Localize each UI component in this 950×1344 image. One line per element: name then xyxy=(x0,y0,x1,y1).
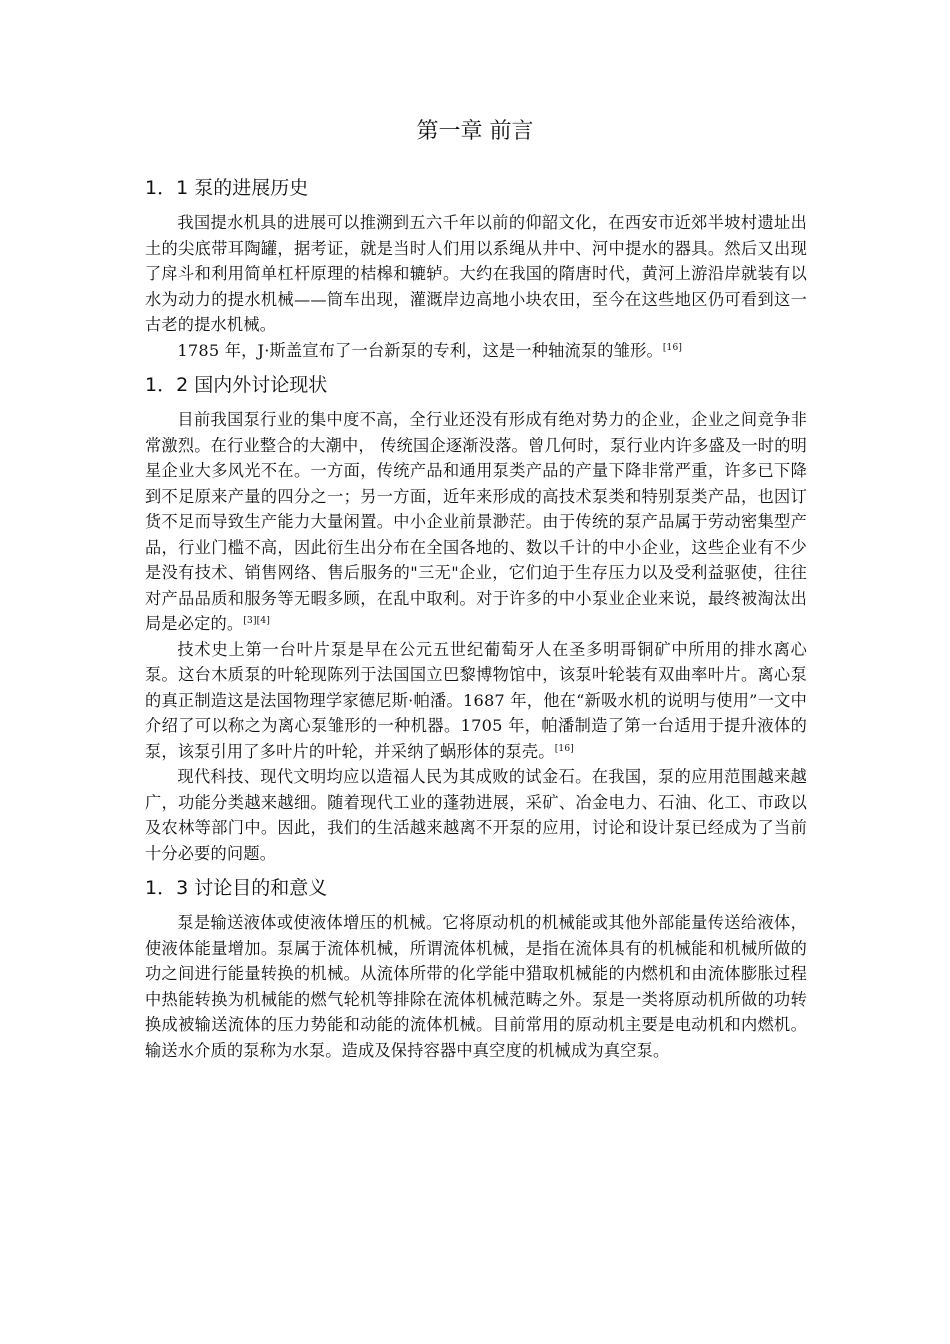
paragraph-text: 1785 年，J·斯盖宣布了一台新泵的专利，这是一种轴流泵的雏形。 xyxy=(177,340,663,360)
paragraph-text: 技术史上第一台叶片泵是早在公元五世纪葡萄牙人在圣多明哥铜矿中所用的排水离心泵。这台木质泵的叶轮现陈列于法国国立巴黎博物馆中，该泵叶轮装有双曲率叶片。离心泵的真正制造这是法国物理学家德尼斯·帕潘。1687 年，他在“新吸水机的说明与使用”一文中介绍了可以称之为离心泵雏形的一种机器。1705 年，帕潘制造了第一台适用于提升液体的泵，该泵引用了多叶片的叶轮，并采纳了蜗形体的泵壳。 xyxy=(145,639,807,761)
citation: [3][4] xyxy=(243,616,271,626)
section-heading: 1．1 泵的进展历史 xyxy=(145,177,309,199)
paragraph xyxy=(145,210,807,338)
paragraph-text: 我国提水机具的进展可以推溯到五六千年以前的仰韶文化，在西安市近郊半坡村遗址出土的尖底带耳陶罐，据考证，就是当时人们用以系绳从井中、河中提水的器具。然后又出现了戽斗和利用简单杠杆原理的桔槔和辘轳。大约在我国的隋唐时代，黄河上游沿岸就装有以水为动力的提水机械——筒车出现，灌溉岸边高地小块农田，至今在这些地区仍可看到这一古老的提水机械。 xyxy=(145,213,807,334)
paragraph xyxy=(145,910,807,1063)
chapter-title: 第一章 前言 xyxy=(416,119,534,144)
paragraph xyxy=(145,764,807,866)
citation: [16] xyxy=(662,342,683,353)
section-heading: 1．2 国内外讨论现状 xyxy=(145,374,328,396)
paragraph xyxy=(145,637,807,765)
paragraph-text: 目前我国泵行业的集中度不高，全行业还没有形成有绝对势力的企业，企业之间竞争非常激烈。在行业整合的大潮中， 传统国企逐渐没落。曾几何时，泵行业内许多盛及一时的明星企业大多风光不在。一方面，传统产品和通用泵类产品的产量下降非常严重，许多已下降到不足原来产量的四分之一；另一方面，近年来形成的高技术泵类和特别泵类产品，也因订货不足而导致生产能力大量闲置。中小企业前景渺茫。由于传统的泵产品属于劳动密集型产品，行业门槛不高，因此衍生出分布在全国各地的、数以千计的中小企业，这些企业有不少是没有技术、销售网络、售后服务的"三无"企业，它们迫于生存压力以及受利益驱使，往往对产品品质和服务等无暇多顾，在乱中取利。对于许多的中小泵业企业来说，最终被淘汰出局是必定的。 xyxy=(145,410,807,633)
section-history xyxy=(145,174,807,363)
document-body xyxy=(145,174,807,1063)
paragraph xyxy=(145,338,807,364)
section-purpose xyxy=(145,874,807,1063)
section-heading: 1．3 讨论目的和意义 xyxy=(145,877,328,899)
paragraph-text: 现代科技、现代文明均应以造福人民为其成败的试金石。在我国，泵的应用范围越来越广，功能分类越来越细。随着现代工业的蓬勃进展，采矿、冶金电力、石油、化工、市政以及农林等部门中。因此，我们的生活越来越离不开泵的应用，讨论和设计泵已经成为了当前十分必要的问题。 xyxy=(145,767,807,863)
paragraph xyxy=(145,407,807,637)
citation: [16] xyxy=(554,743,574,754)
section-research-status xyxy=(145,371,807,866)
paragraph-text: 泵是输送液体或使液体增压的机械。它将原动机的机械能或其他外部能量传送给液体，使液体能量增加。泵属于流体机械，所谓流体机械，是指在流体具有的机械能和机械所做的功之间进行能量转换的机械。从流体所带的化学能中猎取机械能的内燃机和由流体膨胀过程中热能转换为机械能的燃气轮机等排除在流体机械范畴之外。泵是一类将原动机所做的功转换成被输送流体的压力势能和动能的流体机械。目前常用的原动机主要是电动机和内燃机。输送水介质的泵称为水泵。造成及保持容器中真空度的机械成为真空泵。 xyxy=(145,913,807,1060)
